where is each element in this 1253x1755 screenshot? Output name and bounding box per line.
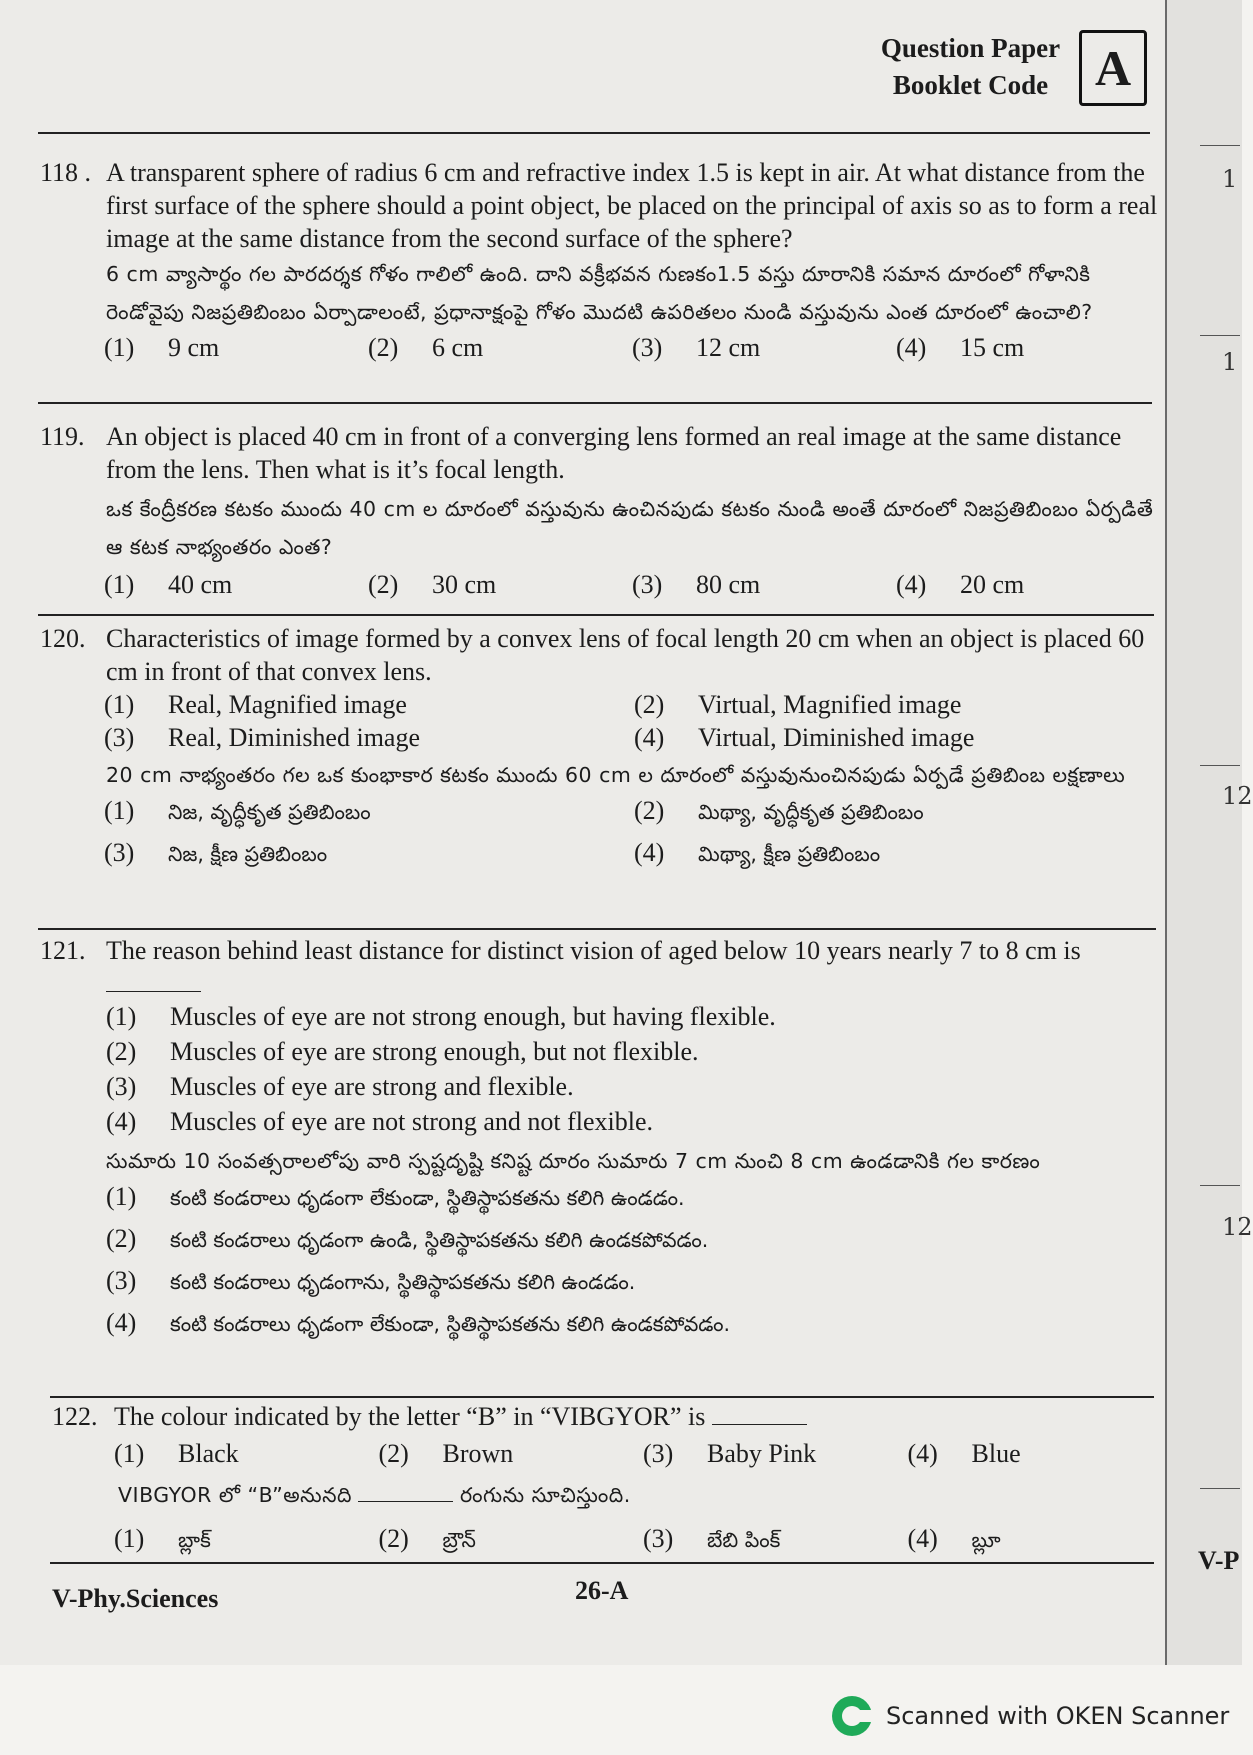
divider	[50, 1562, 1154, 1564]
edge-rule	[1200, 765, 1240, 766]
option-te-3[interactable]: (3) కంటి కండరాలు ధృడంగాను, స్థితిస్థాపకతను కలిగి ఉండడం.	[106, 1266, 636, 1295]
option-1[interactable]: (1) 40 cm	[104, 570, 233, 599]
edge-rule	[1200, 1488, 1240, 1489]
scanner-text: Scanned with OKEN Scanner	[886, 1702, 1230, 1730]
code-line2: Booklet Code	[892, 70, 1049, 100]
option-3[interactable]: (3) Real, Diminished image	[104, 723, 421, 752]
option-1[interactable]: (1) Real, Magnified image	[104, 690, 407, 719]
option-1[interactable]: (1) 9 cm	[104, 333, 220, 362]
question-text-en: Characteristics of image formed by a convex lens of focal length 20 cm when an object is placed 60 cm in front of that convex lens.	[106, 624, 1145, 686]
edge-number: 12	[1222, 1213, 1253, 1241]
option-te-1[interactable]: (1) బ్లాక్	[114, 1524, 211, 1553]
divider	[50, 1396, 1154, 1398]
booklet-code-block	[868, 30, 1148, 110]
question-text-te: 6 cm వ్యాసార్థం గల పారదర్శక గోళం గాలిలో ఉంది. దాని వక్రీభవన గుణకం1.5 వస్తు దూరానికి సమాన దూరంలో గోళానికి రెండోవైపు నిజప్రతిబింబం ఏర్పాడాలంటే, ప్రధానాక్షంపై గోళం మొదటి ఉపరితలం నుండి వస్తువును ఎంత దూరంలో ఉంచాలి?	[106, 262, 1093, 324]
question-119	[40, 420, 1160, 601]
question-122	[52, 1400, 1172, 1564]
option-3[interactable]: (3) 12 cm	[632, 333, 761, 362]
question-text-te: 20 cm నాభ్యంతరం గల ఒక కుంభాకార కటకం ముందు 60 cm ల దూరంలో వస్తువునుంచినపుడు ఏర్పడే ప్రతిబింబ లక్షణాలు	[106, 763, 1126, 787]
question-number: 120.	[40, 624, 86, 653]
option-2[interactable]: (2) Muscles of eye are strong enough, but not flexible.	[106, 1037, 699, 1066]
options-te	[106, 1180, 1160, 1348]
question-number: 122.	[52, 1402, 98, 1431]
question-number: 121.	[40, 936, 86, 965]
answer-blank	[358, 1477, 453, 1502]
option-1[interactable]: (1) Muscles of eye are not strong enough, but having flexible.	[106, 1002, 776, 1031]
divider	[38, 132, 1150, 134]
option-4[interactable]: (4) Muscles of eye are not strong and not flexible.	[106, 1107, 654, 1136]
option-te-3[interactable]: (3) నిజ, క్షీణ ప్రతిబింబం	[104, 838, 328, 867]
option-2[interactable]: (2) Virtual, Magnified image	[634, 690, 962, 719]
option-te-2[interactable]: (2) మిథ్యా, వృద్ధీకృత ప్రతిబింబం	[634, 796, 924, 825]
options-en	[106, 1000, 1160, 1140]
question-121	[40, 934, 1160, 1348]
options-te	[104, 794, 1160, 878]
option-te-2[interactable]: (2) కంటి కండరాలు ధృడంగా ఉండి, స్థితిస్థాపకతను కలిగి ఉండకపోవడం.	[106, 1224, 709, 1253]
edge-number: 12	[1222, 782, 1253, 810]
question-text-en: An object is placed 40 cm in front of a converging lens formed an real image at the same distance from the lens. Then what is it’s focal length.	[106, 422, 1122, 484]
question-text-te: VIBGYOR లో “B”అనునది రంగును సూచిస్తుంది.	[118, 1476, 1172, 1514]
answer-blank	[712, 1400, 807, 1425]
option-te-1[interactable]: (1) కంటి కండరాలు ధృడంగా లేకుండా, స్థితిస్థాపకతను కలిగి ఉండడం.	[106, 1182, 685, 1211]
adjacent-page-edge	[1165, 0, 1242, 1665]
options-en	[104, 688, 1160, 754]
question-number: 119.	[40, 422, 85, 451]
option-4[interactable]: (4) 15 cm	[896, 333, 1025, 362]
edge-rule	[1200, 1185, 1240, 1186]
question-number: 118 .	[40, 158, 92, 187]
option-te-1[interactable]: (1) నిజ, వృద్ధీకృత ప్రతిబింబం	[104, 796, 371, 825]
option-4[interactable]: (4) Virtual, Diminished image	[634, 723, 975, 752]
option-te-4[interactable]: (4) బ్లూ	[907, 1524, 1001, 1553]
option-2[interactable]: (2) 6 cm	[368, 333, 484, 362]
option-3[interactable]: (3) 80 cm	[632, 570, 761, 599]
oken-logo-icon	[832, 1696, 872, 1736]
option-1[interactable]: (1) Black	[114, 1439, 239, 1468]
code-line1: Question Paper	[880, 33, 1061, 63]
option-4[interactable]: (4) 20 cm	[896, 570, 1025, 599]
question-text-te: ఒక కేంద్రీకరణ కటకం ముందు 40 cm ల దూరంలో వస్తువును ఉంచినపుడు కటకం నుండి అంతే దూరంలో నిజప్రతిబింబం ఏర్పడితే ఆ కటక నాభ్యంతరం ఎంత?	[106, 497, 1154, 559]
page-number: 26-A	[575, 1576, 629, 1605]
booklet-code-label	[868, 30, 1073, 104]
option-3[interactable]: (3) Baby Pink	[643, 1439, 817, 1468]
option-te-3[interactable]: (3) బేబి పింక్	[643, 1524, 781, 1553]
scanner-watermark	[832, 1693, 1229, 1739]
option-4[interactable]: (4) Blue	[907, 1439, 1021, 1468]
options-te	[114, 1522, 1172, 1564]
booklet-code-letter: A	[1079, 30, 1147, 106]
answer-blank	[106, 967, 201, 992]
option-te-4[interactable]: (4) మిథ్యా, క్షీణ ప్రతిబింబం	[634, 838, 881, 867]
edge-footer: V-P	[1198, 1546, 1240, 1575]
subject-footer: V-Phy.Sciences	[52, 1584, 219, 1613]
edge-rule	[1200, 145, 1240, 146]
divider	[38, 402, 1152, 404]
question-text-te: సుమారు 10 సంవత్సరాలలోపు వారి స్పష్టదృష్టి కనిష్ట దూరం సుమారు 7 cm నుంచి 8 cm ఉండడానికి గల కారణం	[106, 1149, 1041, 1173]
option-2[interactable]: (2) Brown	[378, 1439, 514, 1468]
edge-number: 1	[1222, 165, 1238, 193]
question-text-en: The colour indicated by the letter “B” in “VIBGYOR” is	[114, 1402, 706, 1431]
question-text-en: A transparent sphere of radius 6 cm and refractive index 1.5 is kept in air. At what distance from the first surface of the sphere should a point object, be placed on the principal of axis so as to form a real image at the same distance from the second surface of the sphere?	[106, 158, 1158, 253]
option-te-2[interactable]: (2) బ్రౌన్	[378, 1524, 476, 1553]
option-te-4[interactable]: (4) కంటి కండరాలు ధృడంగా లేకుండా, స్థితిస్థాపకతను కలిగి ఉండకపోవడం.	[106, 1308, 731, 1337]
question-118	[40, 156, 1160, 364]
divider	[38, 928, 1156, 930]
question-120	[40, 622, 1160, 878]
question-text-en: The reason behind least distance for distinct vision of aged below 10 years nearly 7 to 8 cm is	[106, 936, 1081, 965]
options-en	[114, 1437, 1172, 1470]
options-row	[104, 331, 1160, 364]
option-2[interactable]: (2) 30 cm	[368, 570, 497, 599]
options-row	[104, 568, 1160, 601]
edge-rule	[1200, 335, 1240, 336]
edge-number: 1	[1222, 348, 1238, 376]
divider	[38, 614, 1154, 616]
option-3[interactable]: (3) Muscles of eye are strong and flexible.	[106, 1072, 574, 1101]
